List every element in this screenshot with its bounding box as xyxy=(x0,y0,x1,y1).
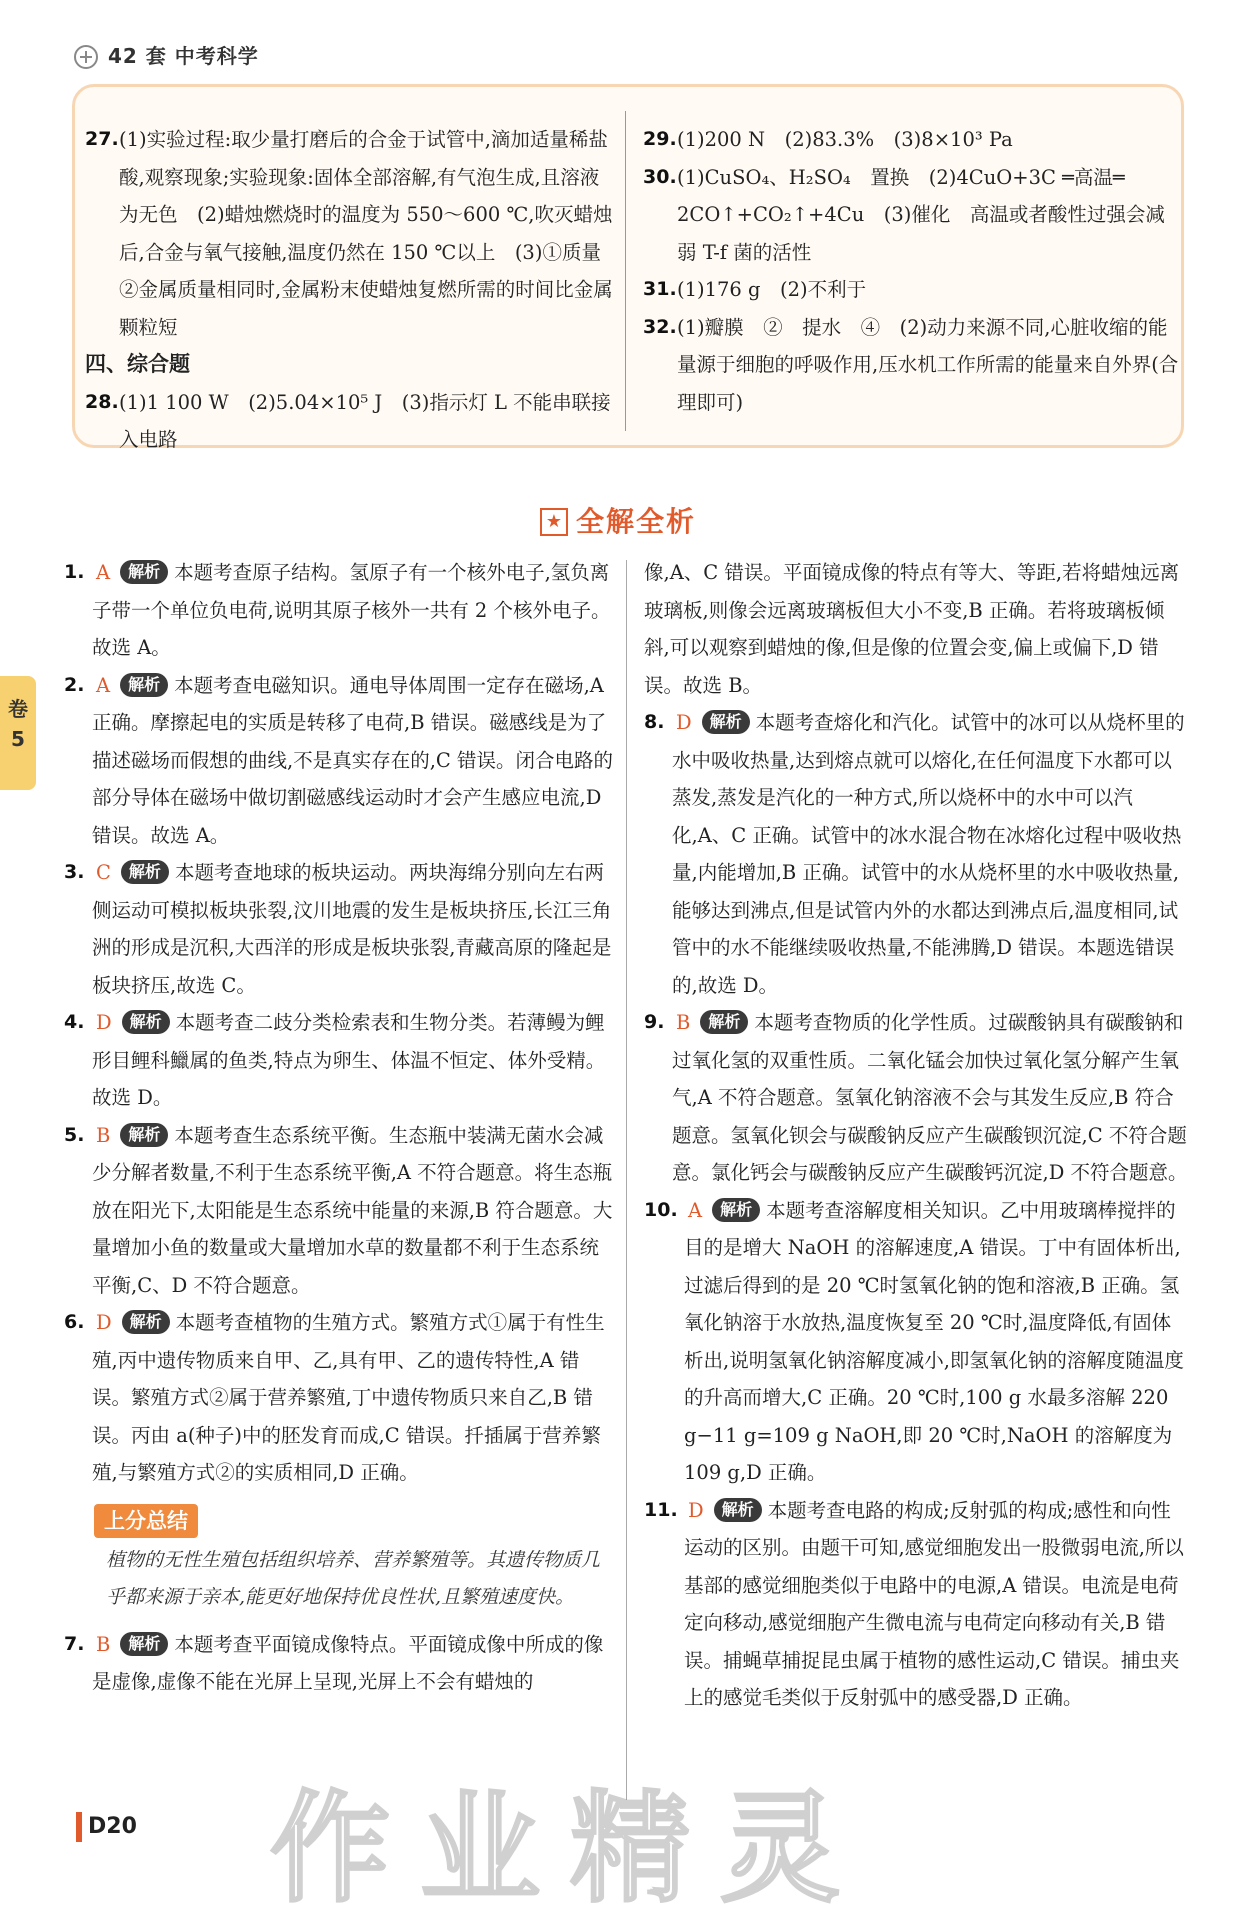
answer-letter: B xyxy=(96,1632,111,1656)
answer-letter: D xyxy=(96,1311,112,1334)
volume-number: 5 xyxy=(11,727,25,751)
analysis-right-column xyxy=(644,554,1190,1717)
question-number: 11. xyxy=(644,1498,678,1521)
question-analysis: 本题考查平面镜成像特点。平面镜成像中所成的像是虚像,虚像不能在光屏上呈现,光屏上不会有蜡烛的 xyxy=(92,1632,604,1693)
question-number: 4. xyxy=(64,1011,85,1033)
answer-letter: C xyxy=(96,861,111,884)
question-analysis: 本题考查电磁知识。通电导体周围一定存在磁场,A 正确。摩擦起电的实质是转移了电荷,B 错误。磁感线是为了描述磁场而假想的曲线,不是真实存在的,C 错误。闭合电路的部分导体在磁场中做切割磁感线运动时才会产生感应电流,D 错误。故选 A。 xyxy=(92,673,614,847)
question-item xyxy=(644,1192,1190,1492)
question-item xyxy=(64,554,614,667)
question-item xyxy=(64,1004,614,1117)
analysis-tag: 解析 xyxy=(700,1010,748,1034)
volume-label: 卷 xyxy=(8,697,28,721)
answer-text: (1)200 N (2)83.3% (3)8×10³ Pa xyxy=(677,128,1013,151)
main-column-divider xyxy=(626,560,627,1800)
answer-letter: A xyxy=(96,561,111,584)
answer-letter: A xyxy=(96,673,111,697)
answer-letter: B xyxy=(96,1123,111,1147)
question-analysis-continued: 像,A、C 错误。平面镜成像的特点有等大、等距,若将蜡烛远离玻璃板,则像会远离玻璃板但大小不变,B 正确。若将玻璃板倾斜,可以观察到蜡烛的像,但是像的位置会变,偏上或偏下,D 错误。故选 B。 xyxy=(644,561,1180,697)
question-7 xyxy=(64,1626,614,1701)
answer-item-31 xyxy=(643,271,1183,309)
page-number-text: D20 xyxy=(88,1814,137,1839)
question-analysis: 本题考查二歧分类检索表和生物分类。若薄鳗为鲤形目鲤科鱲属的鱼类,特点为卵生、体温不恒定、体外受精。故选 D。 xyxy=(92,1011,606,1109)
question-number: 6. xyxy=(64,1311,85,1333)
answer-letter: D xyxy=(688,1498,704,1522)
answer-number: 31. xyxy=(643,278,677,300)
answer-number: 32. xyxy=(643,315,677,338)
analysis-tag: 解析 xyxy=(121,860,169,884)
question-item xyxy=(644,1004,1190,1192)
question-number: 3. xyxy=(64,861,85,883)
analysis-tag: 解析 xyxy=(120,560,168,584)
page-number xyxy=(76,1808,137,1846)
question-number: 9. xyxy=(644,1011,665,1033)
question-7-continued xyxy=(644,554,1190,704)
answers-right-column xyxy=(643,121,1183,421)
column-divider xyxy=(625,111,626,431)
summary-text: 植物的无性生殖包括组织培养、营养繁殖等。其遗传物质几乎都来源于亲本,能更好地保持优良性状,且繁殖速度快。 xyxy=(106,1548,601,1608)
section-title xyxy=(540,502,696,542)
question-item xyxy=(64,1117,614,1305)
question-number: 2. xyxy=(64,673,85,696)
answer-number: 30. xyxy=(643,165,677,188)
answer-text: (1)1 100 W (2)5.04×10⁵ J (3)指示灯 L 不能串联接入电路 xyxy=(119,390,611,451)
section-heading: 四、综合题 xyxy=(85,352,190,376)
question-item xyxy=(64,667,614,855)
answer-text: (1)瓣膜 ② 提水 ④ (2)动力来源不同,心脏收缩的能量源于细胞的呼吸作用,压水机工作所需的能量来自外界(合理即可) xyxy=(677,315,1179,414)
analysis-tag: 解析 xyxy=(120,1123,168,1147)
summary-label: 上分总结 xyxy=(94,1504,198,1538)
question-number: 5. xyxy=(64,1123,85,1146)
question-item xyxy=(644,1492,1190,1717)
question-item xyxy=(64,854,614,1004)
answer-item-27 xyxy=(85,121,621,346)
answer-number: 28. xyxy=(85,390,119,413)
watermark: 作业精灵 xyxy=(270,1780,870,1919)
question-number: 1. xyxy=(64,561,85,583)
volume-side-tab xyxy=(0,676,36,790)
analysis-tag: 解析 xyxy=(120,1632,168,1656)
question-analysis: 本题考查植物的生殖方式。繁殖方式①属于有性生殖,丙中遗传物质来自甲、乙,具有甲、乙的遗传特性,A 错误。繁殖方式②属于营养繁殖,丁中遗传物质只来自乙,B 错误。丙由 a(种子)中的胚发育而成,C 错误。扦插属于营养繁殖,与繁殖方式②的实质相同,D 正确。 xyxy=(92,1311,605,1484)
answer-item-32 xyxy=(643,309,1183,422)
answer-text: (1)CuSO₄、H₂SO₄ 置换 (2)4CuO+3C ═高温═ 2CO↑+CO₂↑+4Cu (3)催化 高温或者酸性过强会减弱 T-f 菌的活性 xyxy=(677,165,1165,264)
question-analysis: 本题考查电路的构成;反射弧的构成;感性和向性运动的区别。由题干可知,感觉细胞发出一股微弱电流,所以基部的感觉细胞类似于电路中的电源,A 错误。电流是电荷定向移动,感觉细胞产生微电流与电荷定向移动有关,B 错误。捕蝇草捕捉昆虫属于植物的感性运动,C 错误。捕虫夹上的感觉毛类似于反射弧中的感受器,D 正确。 xyxy=(684,1498,1184,1709)
question-number: 7. xyxy=(64,1632,85,1655)
analysis-tag: 解析 xyxy=(122,1310,170,1334)
star-icon: ★ xyxy=(540,508,568,536)
question-analysis: 本题考查溶解度相关知识。乙中用玻璃棒搅拌的目的是增大 NaOH 的溶解速度,A 错误。丁中有固体析出,过滤后得到的是 20 ℃时氢氧化钠的饱和溶液,B 正确。氢氧化钠溶于水放热,温度恢复至 20 ℃时,温度降低,有固体析出,说明氢氧化钠溶解度减小,即氢氧化钠的溶解度随温度的升高而增大,C 正确。20 ℃时,100 g 水最多溶解 220 g−11 g=109 g NaOH,即 20 ℃时,NaOH 的溶解度为 109 g,D 正确。 xyxy=(684,1198,1184,1484)
series-title: 42 套 中考科学 xyxy=(108,44,259,69)
question-number: 8. xyxy=(644,711,665,733)
answer-letter: B xyxy=(676,1011,691,1034)
answers-left-column xyxy=(85,121,621,459)
answer-number: 27. xyxy=(85,128,119,150)
answers-box xyxy=(72,84,1184,451)
answer-item-28 xyxy=(85,384,615,459)
section-title-text: 全解全析 xyxy=(576,505,697,539)
page-number-bar xyxy=(76,1812,82,1842)
book-logo-icon xyxy=(74,45,98,69)
question-analysis: 本题考查生态系统平衡。生态瓶中装满无菌水会减少分解者数量,不利于生态系统平衡,A 不符合题意。将生态瓶放在阳光下,太阳能是生态系统中能量的来源,B 符合题意。大量增加小鱼的数量或大量增加水草的数量都不利于生态系统平衡,C、D 不符合题意。 xyxy=(92,1123,613,1297)
question-item xyxy=(64,1304,614,1492)
analysis-tag: 解析 xyxy=(714,1498,762,1522)
answer-text: (1)实验过程:取少量打磨后的合金于试管中,滴加适量稀盐酸,观察现象;实验现象:固体全部溶解,有气泡生成,且溶液为无色 (2)蜡烛燃烧时的温度为 550～600 ℃,吹灭蜡烛后,合金与氧气接触,温度仍然在 150 ℃以上 (3)①质量 ②金属质量相同时,金属粉末使蜡烛复燃所需的时间比金属颗粒短 xyxy=(119,128,621,339)
page-header xyxy=(74,40,259,74)
answer-letter: D xyxy=(676,711,692,734)
answer-letter: D xyxy=(96,1011,112,1034)
analysis-tag: 解析 xyxy=(702,710,750,734)
question-analysis: 本题考查原子结构。氢原子有一个核外电子,氢负离子带一个单位负电荷,说明其原子核外一共有 2 个核外电子。故选 A。 xyxy=(92,561,611,659)
question-analysis: 本题考查熔化和汽化。试管中的冰可以从烧杯里的水中吸收热量,达到熔点就可以熔化,在任何温度下水都可以蒸发,蒸发是汽化的一种方式,所以烧杯中的水中可以汽化,A、C 正确。试管中的冰水混合物在冰熔化过程中吸收热量,内能增加,B 正确。试管中的水从烧杯里的水中吸收热量,能够达到沸点,但是试管内外的水都达到沸点后,温度相同,试管中的水不能继续吸收热量,不能沸腾,D 错误。本题选错误的,故选 D。 xyxy=(672,711,1185,997)
answer-item-30 xyxy=(643,159,1183,272)
question-analysis: 本题考查地球的板块运动。两块海绵分别向左右两侧运动可模拟板块张裂,汶川地震的发生是板块挤压,长江三角洲的形成是沉积,大西洋的形成是板块张裂,青藏高原的隆起是板块挤压,故选 C。 xyxy=(92,861,612,997)
question-analysis: 本题考查物质的化学性质。过碳酸钠具有碳酸钠和过氧化氢的双重性质。二氧化锰会加快过氧化氢分解产生氧气,A 不符合题意。氢氧化钠溶液不会与其发生反应,B 符合题意。氢氧化钡会与碳酸钠反应产生碳酸钡沉淀,C 不符合题意。氯化钙会与碳酸钠反应产生碳酸钙沉淀,D 不符合题意。 xyxy=(672,1011,1188,1184)
answer-letter: A xyxy=(688,1198,703,1222)
analysis-tag: 解析 xyxy=(122,1010,170,1034)
answer-number: 29. xyxy=(643,128,677,150)
question-number: 10. xyxy=(644,1198,678,1221)
analysis-left-column xyxy=(64,554,614,1701)
answer-item-29 xyxy=(643,121,1183,159)
question-item xyxy=(644,704,1190,1004)
analysis-tag: 解析 xyxy=(712,1198,760,1222)
answer-text: (1)176 g (2)不利于 xyxy=(677,278,867,301)
analysis-tag: 解析 xyxy=(120,673,168,697)
